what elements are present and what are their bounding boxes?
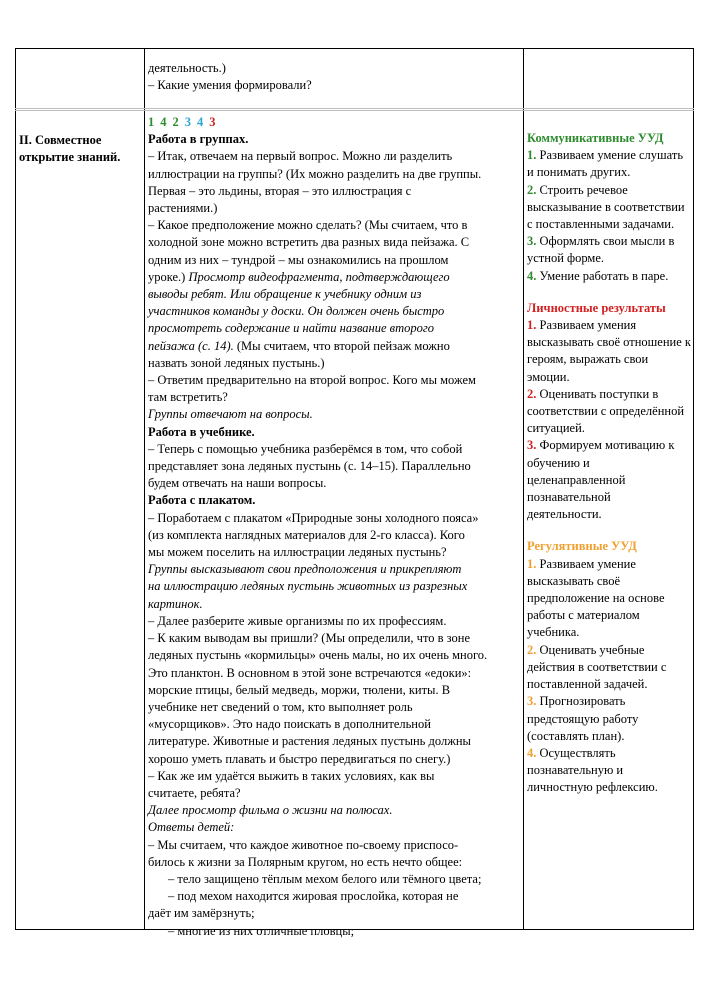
slide-numbers: [148, 114, 523, 131]
content-line: хорошо уметь плавать и быстро передвигаться по снегу.): [148, 751, 451, 766]
comm-uud-title: Коммуникативные УУД: [527, 131, 664, 145]
content-line: считаете, ребята?: [148, 785, 241, 800]
content-line: учебнике нет сведений о том, кто выполняет роль: [148, 699, 413, 714]
uud-item-line: 1. Развиваем умения: [527, 318, 637, 333]
uud-item-line: познавательную и: [527, 763, 624, 778]
personal-results-title: Личностные результаты: [527, 300, 666, 315]
uud-item-line: 2. Строить речевое: [527, 182, 628, 197]
content-line: растениями.): [148, 201, 218, 216]
table-right-border: [693, 48, 694, 930]
uud-item-line: с поставленными задачами.: [527, 217, 675, 232]
content-line: холодной зоне можно встретить два разных вида пейзажа. С: [148, 235, 470, 250]
content-lines: [148, 131, 523, 940]
content-line: Группы высказывают свои предположения и прикрепляют: [148, 562, 462, 577]
content-line: назвать зоной ледяных пустынь.): [148, 355, 325, 370]
uud-item-number: 2.: [527, 642, 537, 657]
content-line: билось к жизни за Полярным кругом, но есть нечто общее:: [148, 854, 463, 869]
slide-number: 4: [160, 115, 167, 129]
lesson-content: [148, 114, 523, 940]
lesson-table: [15, 48, 694, 938]
table-left-border: [15, 48, 16, 930]
slide-number: 4: [197, 115, 204, 129]
content-line: картинок.: [148, 596, 203, 611]
content-line: – Далее разберите живые организмы по их профессиям.: [148, 613, 447, 628]
uud-item-line: предстоящую работу: [527, 711, 639, 726]
content-line: – Поработаем с плакатом «Природные зоны холодного пояса»: [148, 510, 479, 525]
content-line: иллюстрации на группы? (Их можно разделить на две группы.: [148, 166, 482, 181]
uud-column: [527, 130, 692, 797]
slide-number: 2: [172, 115, 179, 129]
uud-item-line: и понимать других.: [527, 165, 631, 180]
uud-item-line: 1. Развиваем умение: [527, 556, 636, 571]
slide-number: 3: [209, 115, 216, 129]
content-line: – Теперь с помощью учебника разберёмся в том, что собой: [148, 441, 463, 456]
reg-uud-title: Регулятивные УУД: [527, 539, 637, 554]
row1-content: [148, 60, 523, 94]
content-line: – многие из них отличные пловцы;: [168, 923, 355, 938]
content-line: Работа в учебнике.: [148, 424, 255, 439]
content-line: одним из них – тундрой – мы ознакомились на прошлом: [148, 252, 449, 267]
content-line: Это планктон. В основном в этой зоне встречаются «едоки»:: [148, 665, 472, 680]
uud-item-line: действия в соответствии с: [527, 659, 667, 674]
content-line: (из комплекта наглядных материалов для 2-го класса). Кого: [148, 527, 465, 542]
content-line: будем отвечать на наши вопросы.: [148, 476, 327, 491]
content-line: просмотреть содержание и найти название второго: [148, 321, 434, 336]
column-divider-2: [523, 48, 524, 930]
content-line: литературе. Животные и растения ледяных пустынь должны: [148, 734, 471, 749]
uud-item-line: 4. Умение работать в паре.: [527, 268, 669, 283]
uud-item-line: эмоции.: [527, 369, 570, 384]
uud-item-number: 1.: [527, 556, 537, 571]
uud-item-line: поставленной задачей.: [527, 677, 648, 692]
uud-item-line: обучению и: [527, 455, 590, 470]
uud-item-number: 1.: [527, 148, 537, 163]
uud-item-line: личностную рефлексию.: [527, 780, 658, 795]
content-line: даёт им замёрзнуть;: [148, 906, 255, 921]
reg-uud-list: [527, 556, 692, 797]
uud-item-line: 3. Прогнозировать: [527, 694, 626, 709]
content-line: уроке.) Просмотр видеофрагмента, подтверждающего: [148, 269, 450, 284]
content-line: там встретить?: [148, 390, 228, 405]
content-line: – Итак, отвечаем на первый вопрос. Можно ли разделить: [148, 149, 453, 164]
personal-results-list: [527, 317, 692, 523]
content-line: на иллюстрацию ледяных пустынь животных из разрезных: [148, 579, 468, 594]
text-line: – Какие умения формировали?: [148, 78, 312, 93]
row-separator: [15, 108, 694, 109]
content-line: мы можем поселить на иллюстрации ледяных пустынь?: [148, 545, 447, 560]
content-line: представляет зона ледяных пустынь (с. 14–15). Параллельно: [148, 459, 471, 474]
stage-name: II. Совместное открытие знаний.: [19, 133, 121, 165]
uud-item-number: 2.: [527, 386, 537, 401]
uud-item-line: целенаправленной: [527, 472, 626, 487]
text-line: деятельность.): [148, 61, 226, 75]
uud-item-line: ситуацией.: [527, 421, 585, 436]
uud-item-line: 2. Оценивать учебные: [527, 642, 645, 657]
uud-item-line: (составлять план).: [527, 728, 625, 743]
uud-item-number: 3.: [527, 438, 537, 453]
content-line: «мусорщиков». Это надо поискать в дополнительной: [148, 717, 431, 732]
uud-item-line: деятельности.: [527, 507, 602, 522]
content-line: Работа в группах.: [148, 132, 249, 147]
uud-item-number: 2.: [527, 182, 537, 197]
content-line: выводы ребят. Или обращение к учебнику одним из: [148, 287, 422, 302]
slide-number: 1: [148, 115, 155, 129]
row-separator-double: [15, 110, 694, 111]
uud-item-number: 4.: [527, 268, 537, 283]
comm-uud-list: [527, 147, 692, 285]
uud-item-line: устной форме.: [527, 251, 605, 266]
content-line: пейзажа (с. 14). (Мы считаем, что второй пейзаж можно: [148, 338, 450, 353]
uud-item-line: высказывать своё: [527, 573, 621, 588]
column-divider-1: [144, 48, 145, 930]
uud-item-line: 2. Оценивать поступки в: [527, 386, 659, 401]
uud-item-number: 1.: [527, 318, 537, 333]
uud-item-line: 4. Осуществлять: [527, 745, 616, 760]
content-line: – К каким выводам вы пришли? (Мы определили, что в зоне: [148, 631, 471, 646]
content-line: – под мехом находится жировая прослойка, которая не: [168, 889, 459, 904]
content-line: – Какое предположение можно сделать? (Мы считаем, что в: [148, 218, 468, 233]
uud-item-line: учебника.: [527, 625, 580, 640]
uud-item-line: работы с материалом: [527, 608, 640, 623]
content-line: Первая – это льдины, вторая – это иллюстрация с: [148, 183, 412, 198]
uud-item-line: познавательной: [527, 490, 611, 505]
uud-item-number: 3.: [527, 694, 537, 709]
content-line: Работа с плакатом.: [148, 493, 256, 508]
content-line: – Ответим предварительно на второй вопрос. Кого мы можем: [148, 373, 476, 388]
uud-item-number: 3.: [527, 234, 537, 249]
uud-item-line: 1. Развиваем умение слушать: [527, 148, 684, 163]
content-line: – Как же им удаётся выжить в таких условиях, как вы: [148, 768, 435, 783]
uud-item-line: соответствии с определённой: [527, 404, 685, 419]
content-line: морские птицы, белый медведь, моржи, тюлени, киты. В: [148, 682, 451, 697]
content-line: участников команды у доски. Он должен очень быстро: [148, 304, 445, 319]
content-line: Ответы детей:: [148, 820, 235, 835]
uud-item-line: 3. Формируем мотивацию к: [527, 438, 675, 453]
uud-item-line: предположение на основе: [527, 591, 665, 606]
uud-item-line: 3. Оформлять свои мысли в: [527, 234, 675, 249]
content-line: ледяных пустынь «кормильцы» очень малы, но их очень много.: [148, 648, 488, 663]
uud-item-line: героям, выражать свои: [527, 352, 649, 367]
content-line: – тело защищено тёплым мехом белого или тёмного цвета;: [168, 871, 482, 886]
content-line: – Мы считаем, что каждое животное по-своему приспосо-: [148, 837, 459, 852]
content-line: Группы отвечают на вопросы.: [148, 407, 313, 422]
uud-item-line: высказывание в соответствии: [527, 199, 685, 214]
uud-item-line: высказывать своё отношение к: [527, 335, 691, 350]
table-top-border: [15, 48, 694, 49]
uud-item-number: 4.: [527, 745, 537, 760]
content-line: Далее просмотр фильма о жизни на полюсах.: [148, 803, 393, 818]
slide-number: 3: [184, 115, 191, 129]
